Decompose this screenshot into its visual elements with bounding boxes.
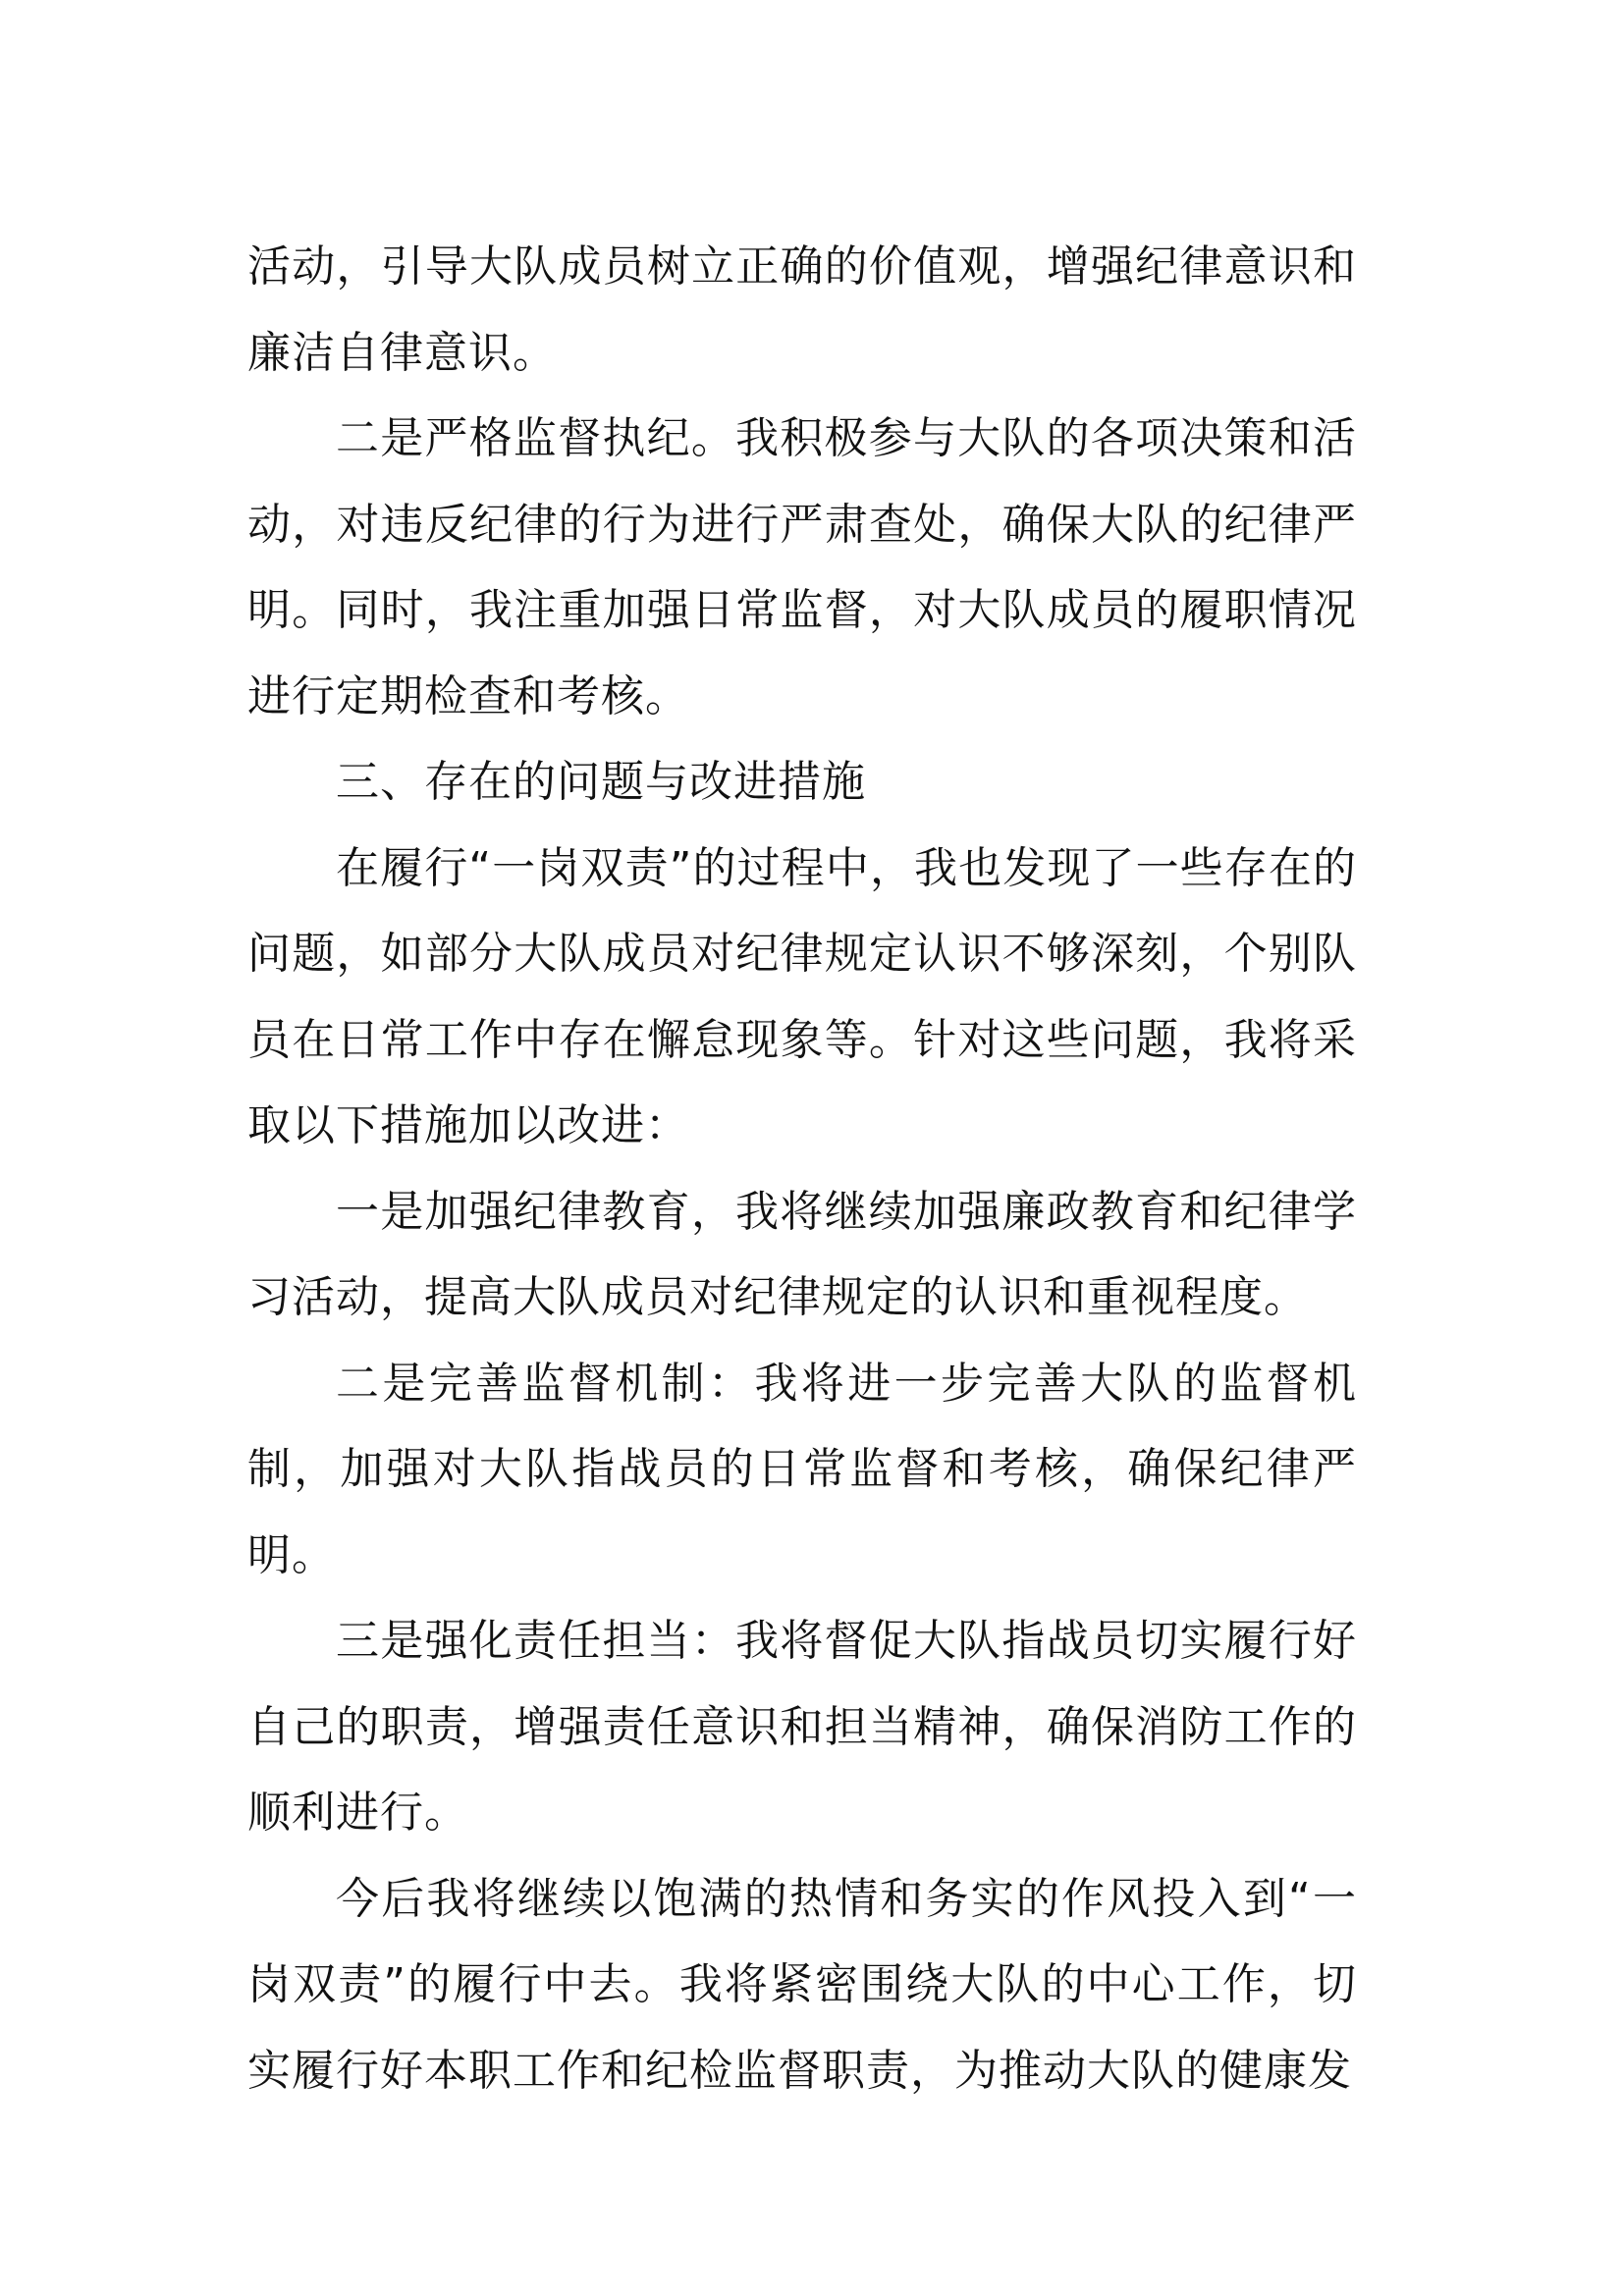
paragraph-discipline-education: 一是加强纪律教育，我将继续加强廉政教育和纪律学习活动，提高大队成员对纪律规定的认识和重视程度。 xyxy=(247,1186,1357,1322)
paragraph-problems-found: 在履行“一岗双责”的过程中，我也发现了一些存在的问题，如部分大队成员对纪律规定认识不够深刻，个别队员在日常工作中存在懈怠现象等。针对这些问题，我将采取以下措施加以改进： xyxy=(247,842,1357,1150)
paragraph-supervision-mechanism: 二是完善监督机制：我将进一步完善大队的监督机制，加强对大队指战员的日常监督和考核，确保纪律严明。 xyxy=(247,1358,1357,1580)
paragraph-future-work: 今后我将继续以饱满的热情和务实的作风投入到“一岗双责”的履行中去。我将紧密围绕大队的中心工作，切实履行好本职工作和纪检监督职责，为推动大队的健康发 xyxy=(247,1873,1357,2096)
paragraph-strict-supervision: 二是严格监督执纪。我积极参与大队的各项决策和活动，对违反纪律的行为进行严肃查处，确保大队的纪律严明。同时，我注重加强日常监督，对大队成员的履职情况进行定期检查和考核。 xyxy=(247,413,1357,721)
paragraph-responsibility: 三是强化责任担当：我将督促大队指战员切实履行好自己的职责，增强责任意识和担当精神，确保消防工作的顺利进行。 xyxy=(247,1616,1357,1838)
section-heading-problems-and-measures: 三、存在的问题与改进措施 xyxy=(336,757,866,807)
document-body xyxy=(247,224,1357,2113)
paragraph-continuation: 活动，引导大队成员树立正确的价值观，增强纪律意识和廉洁自律意识。 xyxy=(247,241,1357,378)
